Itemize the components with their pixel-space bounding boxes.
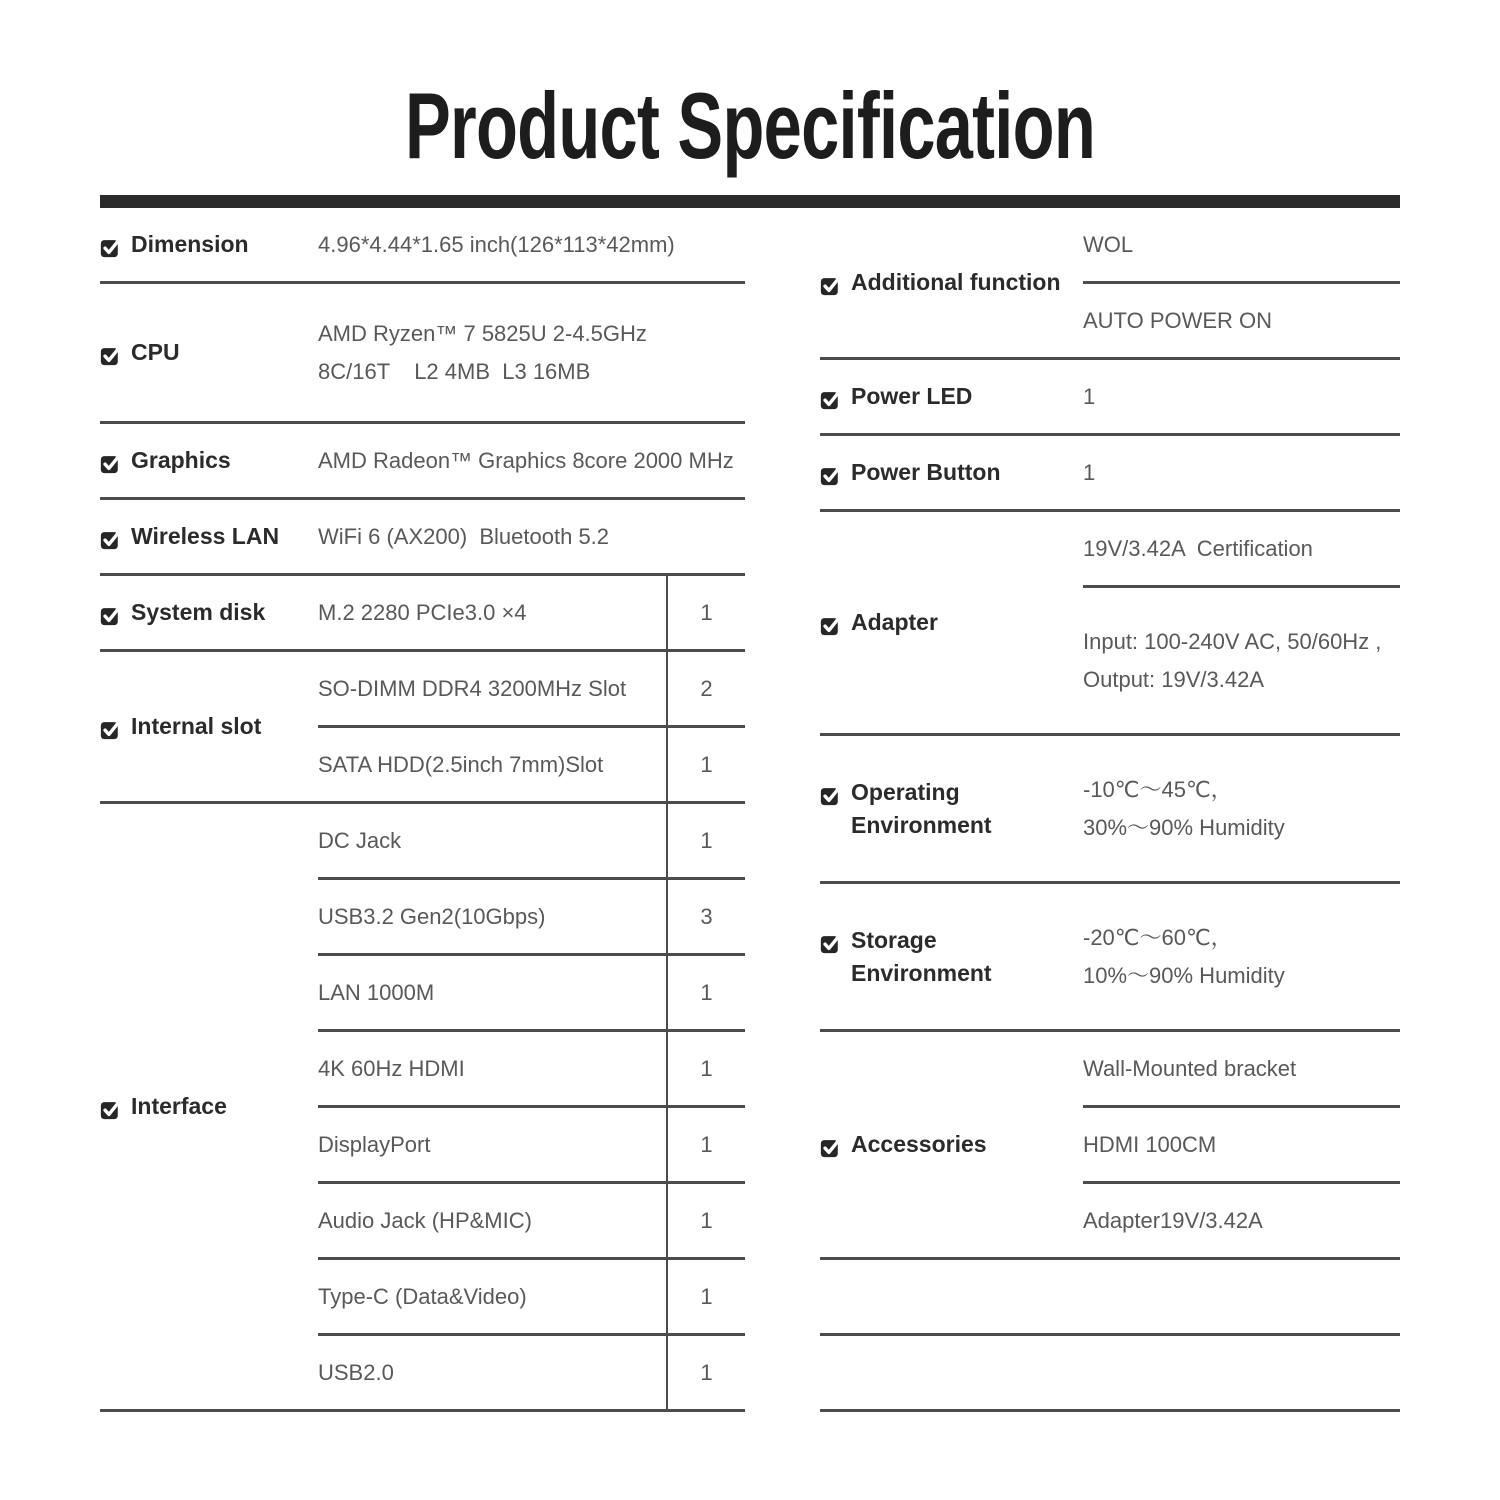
spec-subrows <box>1083 1032 1400 1257</box>
spec-value-line: Type-C (Data&Video) <box>318 1284 527 1309</box>
spec-label <box>851 924 992 990</box>
spec-group-internal-slot <box>100 652 745 804</box>
checked-checkbox-icon <box>820 1134 842 1159</box>
left-spec-table <box>100 208 745 1412</box>
spec-group-interface <box>100 804 745 1412</box>
spec-group-wireless-lan <box>100 500 745 576</box>
spec-value <box>318 1032 666 1105</box>
spec-label-cell <box>100 208 318 281</box>
spec-row <box>1083 1260 1400 1333</box>
spec-value-line: AMD Ryzen™ 7 5825U 2-4.5GHz <box>318 321 647 346</box>
spec-subrows <box>318 804 745 1409</box>
spec-group-power-button <box>820 436 1400 512</box>
spec-value-line: 4K 60Hz HDMI <box>318 1056 465 1081</box>
spec-value-line: Input: 100-240V AC, 50/60Hz , <box>1083 629 1382 654</box>
spec-group-power-led <box>820 360 1400 436</box>
spec-value <box>318 284 745 421</box>
spec-row <box>318 880 745 956</box>
spec-label-wrap <box>820 1128 987 1161</box>
checked-checkbox-icon <box>820 930 842 955</box>
spec-value <box>318 424 745 497</box>
spec-count: 1 <box>666 576 745 649</box>
spec-row <box>1083 588 1400 733</box>
spec-value <box>318 208 745 281</box>
spec-count: 1 <box>666 1336 745 1409</box>
page-title: Product Specification <box>404 73 1096 178</box>
spec-label-wrap <box>100 228 249 261</box>
spec-value <box>318 956 666 1029</box>
spec-label-wrap <box>100 1090 227 1123</box>
spec-value <box>318 880 666 953</box>
checked-checkbox-icon <box>100 602 122 627</box>
spec-count: 1 <box>666 956 745 1029</box>
spec-subrows <box>318 500 745 573</box>
spec-label <box>851 1128 987 1161</box>
spec-subrows <box>1083 436 1400 509</box>
spec-row <box>318 1184 745 1260</box>
spec-row <box>1083 512 1400 588</box>
spec-label-wrap <box>820 380 972 413</box>
spec-content <box>100 208 1400 1412</box>
spec-group-storage <box>820 884 1400 1032</box>
spec-subrows <box>1083 1260 1400 1333</box>
spec-row <box>318 1336 745 1409</box>
spec-label-cell <box>820 1260 1083 1333</box>
spec-row <box>1083 360 1400 433</box>
spec-label-wrap <box>820 924 992 990</box>
spec-label-line: Storage <box>851 926 937 953</box>
spec-label <box>131 710 261 743</box>
spec-label-wrap <box>100 596 265 629</box>
spec-label-cell <box>820 208 1083 357</box>
checked-checkbox-icon <box>100 526 122 551</box>
spec-label-cell <box>100 804 318 1409</box>
spec-row <box>318 424 745 497</box>
spec-subrows <box>1083 208 1400 357</box>
spec-count: 1 <box>666 1260 745 1333</box>
spec-group-graphics <box>100 424 745 500</box>
spec-label-line: System disk <box>131 599 266 625</box>
spec-value <box>318 576 666 649</box>
spec-row <box>1083 1032 1400 1108</box>
spec-value-line: SATA HDD(2.5inch 7mm)Slot <box>318 752 604 777</box>
spec-value-line: 10%～90% Humidity <box>1083 963 1285 988</box>
spec-label-wrap <box>820 776 992 842</box>
spec-label-cell <box>820 1032 1083 1257</box>
spec-label-cell <box>820 436 1083 509</box>
spec-value-line: 1 <box>1083 460 1096 485</box>
spec-label-cell <box>100 424 318 497</box>
spec-subrows <box>1083 512 1400 733</box>
spec-label-line: Graphics <box>131 447 231 473</box>
spec-row <box>318 1260 745 1336</box>
spec-subrows <box>318 652 745 801</box>
spec-subrows <box>1083 1336 1400 1409</box>
spec-value-line: 4.96*4.44*1.65 inch(126*113*42mm) <box>318 232 675 257</box>
spec-value-line: HDMI 100CM <box>1083 1132 1217 1157</box>
spec-value <box>318 500 745 573</box>
spec-value-line: 30%～90% Humidity <box>1083 815 1285 840</box>
spec-group-empty <box>820 1336 1400 1412</box>
spec-value-line: 8C/16T L2 4MB L3 16MB <box>318 359 591 384</box>
spec-label <box>131 444 231 477</box>
spec-label-line: Environment <box>851 811 992 838</box>
spec-label-cell <box>820 1336 1083 1409</box>
spec-label <box>131 228 249 261</box>
checked-checkbox-icon <box>820 272 842 297</box>
spec-value-line: -10℃～45℃， <box>1083 777 1233 802</box>
spec-label-cell <box>820 512 1083 733</box>
spec-value <box>318 1260 666 1333</box>
spec-value <box>1083 360 1400 433</box>
right-spec-table <box>820 208 1400 1412</box>
spec-value-line: -20℃～60℃， <box>1083 925 1233 950</box>
spec-row <box>318 500 745 573</box>
spec-subrows <box>318 208 745 281</box>
spec-value-line: Output: 19V/3.42A <box>1083 667 1265 692</box>
spec-label-cell <box>100 500 318 573</box>
spec-label-line: Power LED <box>851 383 973 409</box>
spec-value <box>1083 436 1400 509</box>
spec-label-wrap <box>100 336 180 369</box>
spec-label-cell <box>820 736 1083 881</box>
spec-label-cell <box>820 360 1083 433</box>
spec-row <box>318 1108 745 1184</box>
spec-subrows <box>1083 736 1400 881</box>
spec-count: 3 <box>666 880 745 953</box>
checked-checkbox-icon <box>100 342 122 367</box>
spec-value <box>318 1336 666 1409</box>
spec-label <box>131 520 279 553</box>
spec-label-line: Interface <box>131 1093 227 1119</box>
spec-label-wrap <box>100 520 279 553</box>
spec-row <box>1083 208 1400 284</box>
spec-row <box>1083 436 1400 509</box>
spec-label-line: Internal slot <box>131 713 262 739</box>
spec-label-line: Accessories <box>851 1131 987 1157</box>
spec-subrows <box>318 284 745 421</box>
spec-label-line: Operating <box>851 778 960 805</box>
spec-subrows <box>1083 360 1400 433</box>
spec-label-line: Power Button <box>851 459 1001 485</box>
checked-checkbox-icon <box>100 450 122 475</box>
spec-value-line: DC Jack <box>318 828 402 853</box>
spec-label <box>851 266 1061 299</box>
spec-group-cpu <box>100 284 745 424</box>
spec-value <box>318 652 666 725</box>
spec-value-line: WiFi 6 (AX200) Bluetooth 5.2 <box>318 524 610 549</box>
spec-value <box>1083 1032 1400 1105</box>
spec-count: 1 <box>666 804 745 877</box>
spec-label <box>851 776 992 842</box>
spec-value-line: LAN 1000M <box>318 980 435 1005</box>
spec-label-cell <box>820 884 1083 1029</box>
checked-checkbox-icon <box>100 1096 122 1121</box>
spec-label-cell <box>100 652 318 801</box>
spec-value-line: Wall-Mounted bracket <box>1083 1056 1297 1081</box>
spec-row <box>318 652 745 728</box>
spec-label-wrap <box>100 710 261 743</box>
spec-group-dimension <box>100 208 745 284</box>
spec-label <box>851 380 972 413</box>
spec-row <box>1083 1336 1400 1409</box>
checked-checkbox-icon <box>820 612 842 637</box>
spec-label-wrap <box>820 266 1061 299</box>
spec-label <box>131 1090 227 1123</box>
checked-checkbox-icon <box>100 716 122 741</box>
spec-row <box>318 804 745 880</box>
spec-label-wrap <box>100 444 231 477</box>
title-accent-bar <box>100 195 1400 208</box>
spec-count: 1 <box>666 728 745 801</box>
spec-group-adapter <box>820 512 1400 736</box>
spec-row <box>318 208 745 281</box>
spec-label-line: Dimension <box>131 231 249 257</box>
spec-value <box>1083 208 1400 281</box>
spec-value-line: Adapter19V/3.42A <box>1083 1208 1263 1233</box>
spec-label-line: Environment <box>851 959 992 986</box>
spec-value-line: AMD Radeon™ Graphics 8core 2000 MHz <box>318 448 734 473</box>
spec-value <box>318 1108 666 1181</box>
spec-subrows <box>318 576 745 649</box>
spec-label <box>851 456 1001 489</box>
spec-row <box>1083 736 1400 881</box>
spec-value-line: 1 <box>1083 384 1096 409</box>
spec-row <box>318 576 745 649</box>
spec-count: 1 <box>666 1184 745 1257</box>
spec-value-line: USB2.0 <box>318 1360 394 1385</box>
spec-value <box>1083 1108 1400 1181</box>
spec-count: 1 <box>666 1032 745 1105</box>
spec-value <box>318 804 666 877</box>
spec-label-wrap <box>820 456 1001 489</box>
spec-label-cell <box>100 576 318 649</box>
spec-label-line: Adapter <box>851 609 938 635</box>
spec-value-line: DisplayPort <box>318 1132 431 1157</box>
spec-value <box>1083 588 1400 733</box>
spec-group-additional-function <box>820 208 1400 360</box>
spec-label-cell <box>100 284 318 421</box>
spec-label <box>851 606 938 639</box>
spec-row <box>1083 1108 1400 1184</box>
spec-value <box>1083 884 1400 1029</box>
spec-row <box>318 1032 745 1108</box>
spec-value <box>1083 736 1400 881</box>
spec-value-line: AUTO POWER ON <box>1083 308 1273 333</box>
spec-group-operating <box>820 736 1400 884</box>
spec-label-line: CPU <box>131 339 180 365</box>
spec-value-line: 19V/3.42A Certification <box>1083 536 1313 561</box>
spec-value <box>1083 284 1400 357</box>
checked-checkbox-icon <box>100 234 122 259</box>
spec-group-accessories <box>820 1032 1400 1260</box>
spec-label-line: Wireless LAN <box>131 523 280 549</box>
spec-value-line: Audio Jack (HP&MIC) <box>318 1208 532 1233</box>
checked-checkbox-icon <box>820 386 842 411</box>
spec-count: 1 <box>666 1108 745 1181</box>
spec-value-line: SO-DIMM DDR4 3200MHz Slot <box>318 676 627 701</box>
spec-label <box>131 336 180 369</box>
spec-row <box>318 284 745 421</box>
spec-subrows <box>1083 884 1400 1029</box>
spec-value <box>1083 1336 1400 1409</box>
spec-row <box>318 728 745 801</box>
spec-value-line: USB3.2 Gen2(10Gbps) <box>318 904 546 929</box>
spec-value <box>1083 512 1400 585</box>
spec-value <box>1083 1260 1400 1333</box>
spec-value <box>318 728 666 801</box>
checked-checkbox-icon <box>820 782 842 807</box>
spec-value-line: WOL <box>1083 232 1134 257</box>
spec-row <box>1083 884 1400 1029</box>
spec-label <box>131 596 265 629</box>
spec-row <box>1083 1184 1400 1257</box>
spec-row <box>1083 284 1400 357</box>
spec-group-system-disk <box>100 576 745 652</box>
checked-checkbox-icon <box>820 462 842 487</box>
spec-value <box>1083 1184 1400 1257</box>
spec-subrows <box>318 424 745 497</box>
spec-value-line: M.2 2280 PCIe3.0 ×4 <box>318 600 527 625</box>
spec-group-empty <box>820 1260 1400 1336</box>
spec-count: 2 <box>666 652 745 725</box>
spec-value <box>318 1184 666 1257</box>
spec-label-line: Additional function <box>851 269 1061 295</box>
spec-label-wrap <box>820 606 938 639</box>
spec-row <box>318 956 745 1032</box>
